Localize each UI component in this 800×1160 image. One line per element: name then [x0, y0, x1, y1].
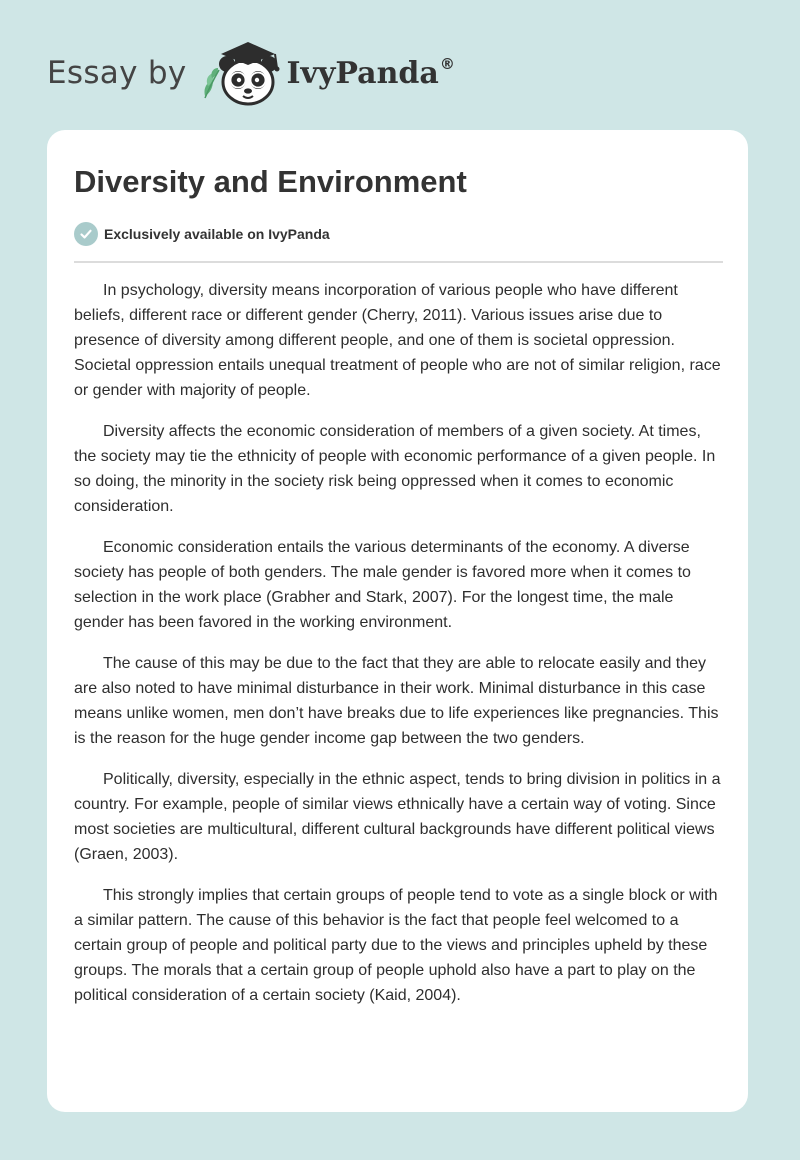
- exclusive-badge: [74, 222, 330, 246]
- exclusive-label: Exclusively available on IvyPanda: [104, 226, 330, 242]
- essay-body: [74, 278, 724, 1024]
- registered-mark: ®: [439, 55, 455, 73]
- brand-name: [287, 55, 455, 91]
- panda-graduate-icon: [199, 38, 285, 108]
- essay-card: [47, 130, 748, 1112]
- divider: [74, 261, 723, 263]
- paragraph: The cause of this may be due to the fact that they are able to relocate easily and they are also noted to have minimal disturbance in their work. Minimal disturbance in this case means unlike women, men don’t have breaks due to life experiences like pregnancies. This is the reason for the huge gender income gap between the two genders.: [74, 655, 719, 747]
- paragraph: Politically, diversity, especially in the ethnic aspect, tends to bring division in politics in a country. For example, people of similar views ethnically have a certain way of voting. Since most societies are multicultural, different cultural backgrounds have different political views (Graen, 2003).: [74, 771, 721, 863]
- essay-by-label: Essay by: [47, 55, 187, 91]
- check-circle-icon: [74, 222, 98, 246]
- site-header: [47, 38, 455, 108]
- paragraph: This strongly implies that certain groups of people tend to vote as a single block or with a similar pattern. The cause of this behavior is the fact that people feel welcomed to a certain group of people and political party due to the views and principles upheld by these groups. The morals that a certain group of people uphold also have a part to play on the political consideration of a certain society (Kaid, 2004).: [74, 887, 718, 1004]
- paragraph: Economic consideration entails the various determinants of the economy. A diverse society has people of both genders. The male gender is favored more when it comes to selection in the work place (Grabher and Stark, 2007). For the longest time, the male gender has been favored in the working environment.: [74, 539, 691, 631]
- paragraph: In psychology, diversity means incorporation of various people who have different beliefs, different race or different gender (Cherry, 2011). Various issues arise due to presence of diversity among different people, and one of them is societal oppression. Societal oppression entails unequal treatment of people who are not of similar religion, race or gender with majority of people.: [74, 282, 721, 399]
- brand-label: IvyPanda: [286, 56, 439, 91]
- paragraph: Diversity affects the economic consideration of members of a given society. At times, the society may tie the ethnicity of people with economic performance of a given people. In so doing, the minority in the society risk being oppressed when it comes to economic consideration.: [74, 423, 716, 515]
- page-title: Diversity and Environment: [74, 164, 467, 199]
